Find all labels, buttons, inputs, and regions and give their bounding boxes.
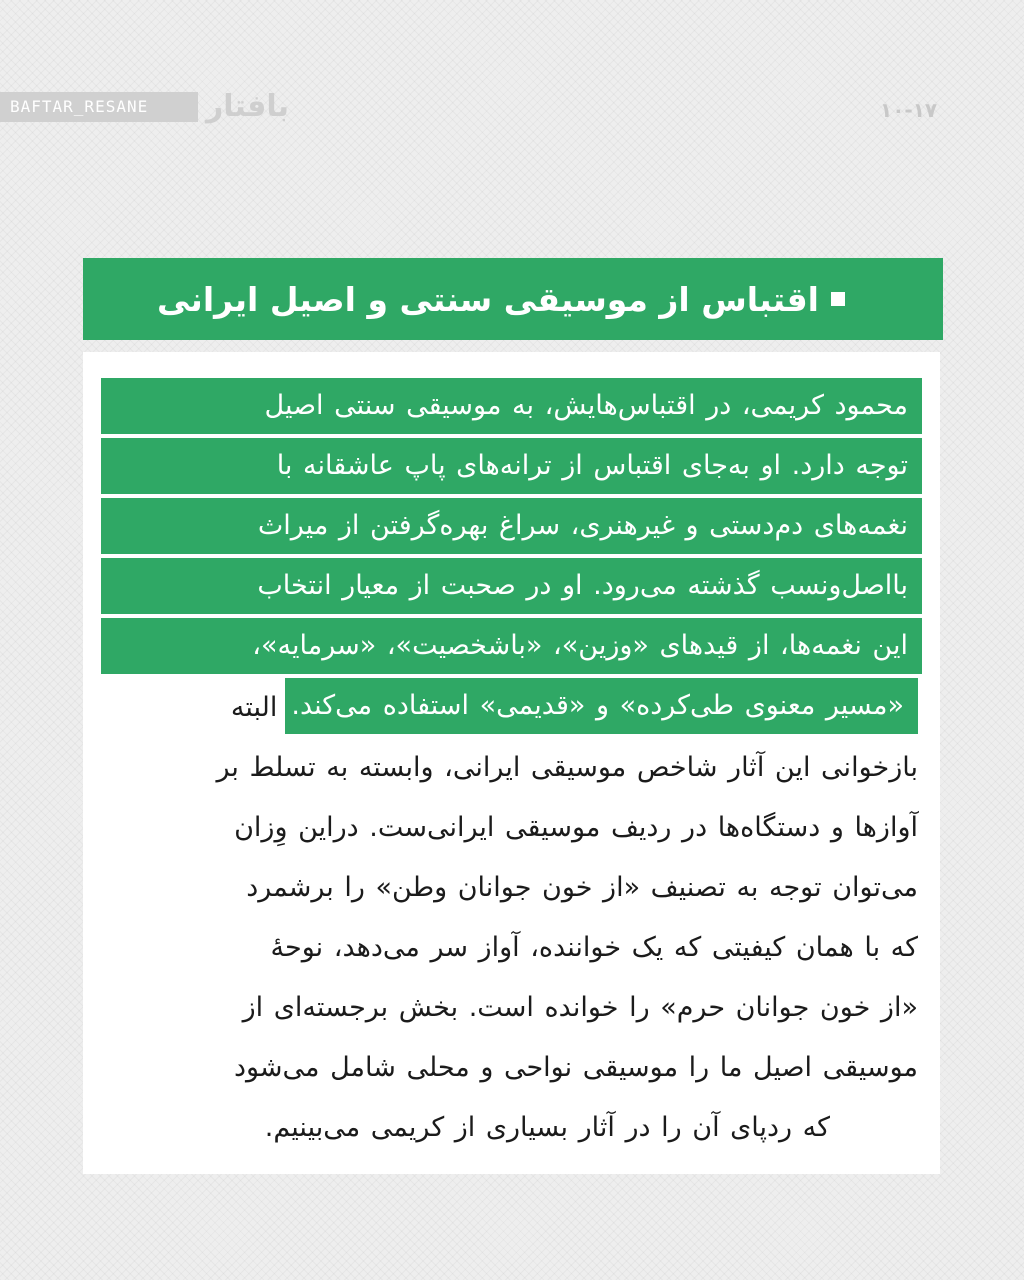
- page-title: اقتباس از موسیقی سنتی و اصیل ایرانی: [157, 279, 819, 319]
- plain-segment: البته: [230, 692, 278, 723]
- highlighted-line: این نغمه‌ها، از قیدهای «وزین»، «باشخصیت»، «سرمایه»،: [101, 618, 922, 674]
- title-bar: [83, 258, 943, 340]
- highlighted-line: نغمه‌های دم‌دستی و غیرهنری، سراغ بهره‌گرفتن از میراث: [101, 498, 922, 554]
- body-line: موسیقی اصیل ما را موسیقی نواحی و محلی شامل می‌شود: [233, 1052, 918, 1083]
- highlighted-line: محمود کریمی، در اقتباس‌هایش، به موسیقی سنتی اصیل: [101, 378, 922, 434]
- highlighted-segment: «مسیر معنوی طی‌کرده» و «قدیمی» استفاده می‌کند.: [285, 678, 918, 734]
- square-bullet-icon: [831, 292, 845, 306]
- body-line: می‌توان توجه به تصنیف «از خون جوانان وطن» را برشمرد: [246, 872, 918, 903]
- article-body: [83, 352, 940, 1174]
- brand-logo: بافتار: [206, 88, 289, 124]
- body-line: که با همان کیفیتی که یک خواننده، آواز سر می‌دهد، نوحهٔ: [270, 932, 918, 963]
- body-line: که ردپای آن را در آثار بسیاری از کریمی می‌بینیم.: [264, 1112, 830, 1143]
- brand-tag: BAFTAR_RESANE: [0, 92, 198, 122]
- highlighted-line: توجه دارد. او به‌جای اقتباس از ترانه‌های پاپ عاشقانه با: [101, 438, 922, 494]
- issue-number: ۱۰-۱۷: [880, 98, 938, 122]
- body-line: بازخوانی این آثار شاخص موسیقی ایرانی، وابسته به تسلط بر: [216, 752, 918, 783]
- highlighted-line: بااصل‌ونسب گذشته می‌رود. او در صحبت از معیار انتخاب: [101, 558, 922, 614]
- body-line: «از خون جوانان حرم» را خوانده است. بخش برجسته‌ای از: [242, 992, 918, 1023]
- content-card: [83, 352, 940, 1174]
- mixed-line: [105, 678, 918, 738]
- body-line: آوازها و دستگاه‌ها در ردیف موسیقی ایرانی‌ست. دراین وِزان: [234, 812, 918, 843]
